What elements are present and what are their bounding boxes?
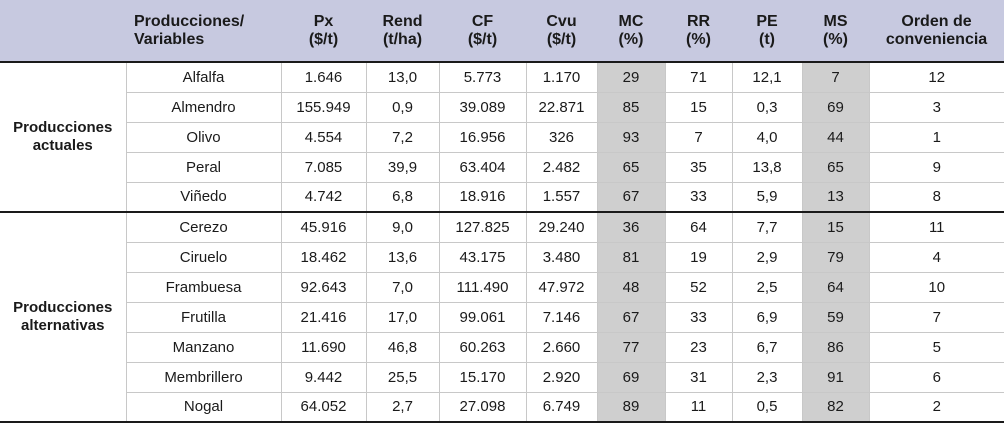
table-cell: 0,5 xyxy=(732,392,802,422)
group-label-line2: actuales xyxy=(32,137,93,154)
column-header-line1: Producciones/ xyxy=(134,12,245,30)
column-header xyxy=(597,0,665,62)
table-row xyxy=(0,212,1004,242)
table-cell: 5,9 xyxy=(732,182,802,212)
table-cell: 4 xyxy=(869,242,1004,272)
table-cell: 69 xyxy=(597,362,665,392)
table-header xyxy=(0,0,1004,62)
table-cell: 19 xyxy=(665,242,732,272)
table-cell: 9,0 xyxy=(366,212,439,242)
table-cell: 7,2 xyxy=(366,122,439,152)
column-header xyxy=(439,0,526,62)
column-header xyxy=(281,0,366,62)
table-cell: 65 xyxy=(597,152,665,182)
table-cell: 1.646 xyxy=(281,62,366,92)
group-label xyxy=(0,62,126,212)
table-cell: 60.263 xyxy=(439,332,526,362)
column-header-line1: Cvu xyxy=(546,12,577,30)
table-row xyxy=(0,392,1004,422)
column-header-line2: ($/t) xyxy=(308,30,339,48)
table-row xyxy=(0,302,1004,332)
table-cell: 3 xyxy=(869,92,1004,122)
row-label-cell: Peral xyxy=(126,152,281,182)
table-cell: 6,7 xyxy=(732,332,802,362)
group-label xyxy=(0,212,126,422)
column-header xyxy=(526,0,597,62)
table-cell: 85 xyxy=(597,92,665,122)
table-cell: 326 xyxy=(526,122,597,152)
table-cell: 99.061 xyxy=(439,302,526,332)
column-header-line1: RR xyxy=(686,12,711,30)
table-cell: 10 xyxy=(869,272,1004,302)
row-label-cell: Nogal xyxy=(126,392,281,422)
table-cell: 6,9 xyxy=(732,302,802,332)
column-header-line2: Variables xyxy=(134,30,205,48)
table-cell: 2.660 xyxy=(526,332,597,362)
table-cell: 1.557 xyxy=(526,182,597,212)
column-header-line1: Orden de xyxy=(901,12,972,30)
table-cell: 79 xyxy=(802,242,869,272)
column-header-line1: Px xyxy=(313,12,334,30)
table-cell: 93 xyxy=(597,122,665,152)
table-cell: 29 xyxy=(597,62,665,92)
table-cell: 48 xyxy=(597,272,665,302)
column-header-line2: (t/ha) xyxy=(382,30,423,48)
table-row xyxy=(0,122,1004,152)
column-header xyxy=(802,0,869,62)
table-cell: 18.462 xyxy=(281,242,366,272)
column-header-line2: (%) xyxy=(618,30,644,48)
table-cell: 47.972 xyxy=(526,272,597,302)
table-cell: 4,0 xyxy=(732,122,802,152)
table-cell: 27.098 xyxy=(439,392,526,422)
column-header-line1: CF xyxy=(471,12,494,30)
table-cell: 22.871 xyxy=(526,92,597,122)
column-header xyxy=(126,0,281,62)
column-header xyxy=(0,0,126,62)
table-cell: 2,9 xyxy=(732,242,802,272)
table-cell: 29.240 xyxy=(526,212,597,242)
table-cell: 2.920 xyxy=(526,362,597,392)
table-cell: 69 xyxy=(802,92,869,122)
table-cell: 25,5 xyxy=(366,362,439,392)
table-row xyxy=(0,242,1004,272)
table-cell: 7 xyxy=(665,122,732,152)
column-header xyxy=(732,0,802,62)
table-cell: 39.089 xyxy=(439,92,526,122)
table-cell: 16.956 xyxy=(439,122,526,152)
table-cell: 71 xyxy=(665,62,732,92)
table-cell: 17,0 xyxy=(366,302,439,332)
table-cell: 13,0 xyxy=(366,62,439,92)
row-label-cell: Viñedo xyxy=(126,182,281,212)
table-cell: 2 xyxy=(869,392,1004,422)
table-cell: 52 xyxy=(665,272,732,302)
row-label-cell: Frutilla xyxy=(126,302,281,332)
table-cell: 6 xyxy=(869,362,1004,392)
table-cell: 6,8 xyxy=(366,182,439,212)
row-label-cell: Manzano xyxy=(126,332,281,362)
table-cell: 9.442 xyxy=(281,362,366,392)
column-header-line2: ($/t) xyxy=(467,30,498,48)
table-body xyxy=(0,62,1004,422)
table-cell: 0,9 xyxy=(366,92,439,122)
table-cell: 15 xyxy=(802,212,869,242)
table-cell: 7 xyxy=(869,302,1004,332)
table-row xyxy=(0,152,1004,182)
table-cell: 9 xyxy=(869,152,1004,182)
table-cell: 11 xyxy=(665,392,732,422)
table-row xyxy=(0,272,1004,302)
table-cell: 7.146 xyxy=(526,302,597,332)
table-cell: 64 xyxy=(665,212,732,242)
table-cell: 7 xyxy=(802,62,869,92)
column-header xyxy=(665,0,732,62)
column-header-line2: conveniencia xyxy=(885,30,988,48)
table-cell: 15 xyxy=(665,92,732,122)
table-row xyxy=(0,92,1004,122)
table-row xyxy=(0,182,1004,212)
table-cell: 1 xyxy=(869,122,1004,152)
table-cell: 45.916 xyxy=(281,212,366,242)
table-cell: 7,0 xyxy=(366,272,439,302)
table-cell: 11 xyxy=(869,212,1004,242)
column-header-line1: PE xyxy=(756,12,778,30)
table-row xyxy=(0,62,1004,92)
table-cell: 33 xyxy=(665,182,732,212)
table-cell: 81 xyxy=(597,242,665,272)
table-cell: 155.949 xyxy=(281,92,366,122)
row-label-cell: Almendro xyxy=(126,92,281,122)
row-label-cell: Alfalfa xyxy=(126,62,281,92)
table-cell: 0,3 xyxy=(732,92,802,122)
table-cell: 3.480 xyxy=(526,242,597,272)
column-header xyxy=(366,0,439,62)
column-header xyxy=(869,0,1004,62)
table-cell: 39,9 xyxy=(366,152,439,182)
table-cell: 13 xyxy=(802,182,869,212)
row-label-cell: Olivo xyxy=(126,122,281,152)
table-cell: 12 xyxy=(869,62,1004,92)
row-label-cell: Ciruelo xyxy=(126,242,281,272)
column-header-line1: MS xyxy=(823,12,848,30)
table-cell: 86 xyxy=(802,332,869,362)
table-cell: 4.742 xyxy=(281,182,366,212)
group-label-line1: Producciones xyxy=(13,119,113,136)
table-cell: 46,8 xyxy=(366,332,439,362)
header-row xyxy=(0,0,1004,62)
column-header-line2: (t) xyxy=(759,30,775,48)
group-label-line2: alternativas xyxy=(21,317,105,334)
table-cell: 64.052 xyxy=(281,392,366,422)
table-row xyxy=(0,332,1004,362)
column-header-line2: (%) xyxy=(823,30,848,48)
column-header-line1: Rend xyxy=(382,12,423,30)
table-cell: 4.554 xyxy=(281,122,366,152)
table-cell: 36 xyxy=(597,212,665,242)
table-cell: 59 xyxy=(802,302,869,332)
table-cell: 2,3 xyxy=(732,362,802,392)
table-row xyxy=(0,362,1004,392)
row-label-cell: Frambuesa xyxy=(126,272,281,302)
table-cell: 11.690 xyxy=(281,332,366,362)
table-cell: 31 xyxy=(665,362,732,392)
table-cell: 13,8 xyxy=(732,152,802,182)
table-cell: 1.170 xyxy=(526,62,597,92)
table-cell: 21.416 xyxy=(281,302,366,332)
table-cell: 35 xyxy=(665,152,732,182)
table-cell: 43.175 xyxy=(439,242,526,272)
table-cell: 67 xyxy=(597,302,665,332)
table-cell: 67 xyxy=(597,182,665,212)
table-cell: 91 xyxy=(802,362,869,392)
table-cell: 23 xyxy=(665,332,732,362)
table-cell: 33 xyxy=(665,302,732,332)
table-cell: 6.749 xyxy=(526,392,597,422)
table-cell: 18.916 xyxy=(439,182,526,212)
table-cell: 44 xyxy=(802,122,869,152)
column-header-line2: ($/t) xyxy=(546,30,577,48)
group-label-line1: Producciones xyxy=(13,299,113,316)
table-cell: 15.170 xyxy=(439,362,526,392)
table-cell: 82 xyxy=(802,392,869,422)
table-cell: 89 xyxy=(597,392,665,422)
table-cell: 13,6 xyxy=(366,242,439,272)
table-cell: 64 xyxy=(802,272,869,302)
table-cell: 5 xyxy=(869,332,1004,362)
row-label-cell: Cerezo xyxy=(126,212,281,242)
table-cell: 5.773 xyxy=(439,62,526,92)
table-cell: 12,1 xyxy=(732,62,802,92)
table-cell: 92.643 xyxy=(281,272,366,302)
table-cell: 2,5 xyxy=(732,272,802,302)
column-header-line1: MC xyxy=(618,12,644,30)
row-label-cell: Membrillero xyxy=(126,362,281,392)
table-cell: 8 xyxy=(869,182,1004,212)
table-cell: 7.085 xyxy=(281,152,366,182)
table-cell: 7,7 xyxy=(732,212,802,242)
column-header-line2: (%) xyxy=(686,30,711,48)
table-cell: 63.404 xyxy=(439,152,526,182)
table-cell: 77 xyxy=(597,332,665,362)
table-cell: 2,7 xyxy=(366,392,439,422)
table-cell: 111.490 xyxy=(439,272,526,302)
table-cell: 2.482 xyxy=(526,152,597,182)
table-cell: 65 xyxy=(802,152,869,182)
table-cell: 127.825 xyxy=(439,212,526,242)
